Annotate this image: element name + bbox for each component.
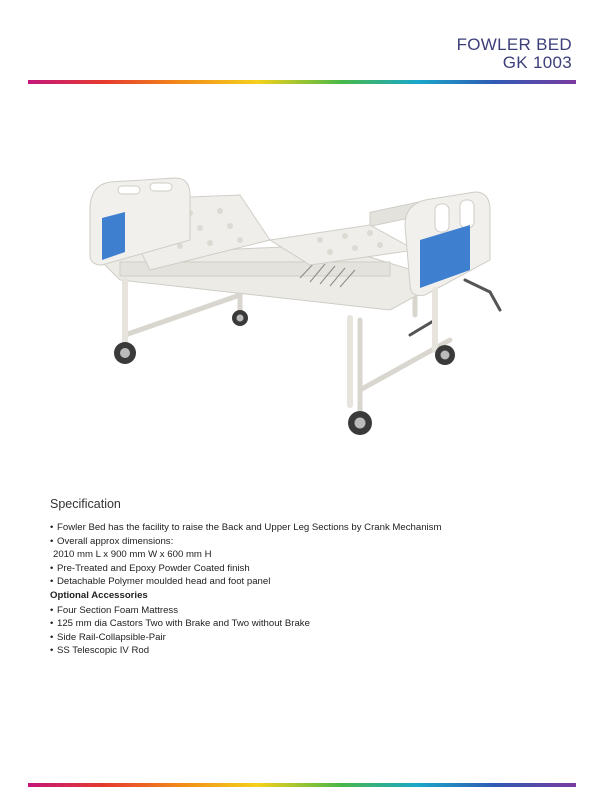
specification-list	[50, 521, 570, 588]
spec-item-continuation: 2010 mm L x 900 mm W x 600 mm H	[53, 549, 212, 561]
spec-item: • Fowler Bed has the facility to raise the Back and Upper Leg Sections by Crank Mechanism	[50, 522, 442, 534]
optional-accessories-list	[50, 604, 570, 658]
accessory-item: • 125 mm dia Castors Two with Brake and Two without Brake	[50, 618, 310, 630]
accessory-item: • Four Section Foam Mattress	[50, 604, 179, 616]
product-model: GK 1003	[502, 53, 572, 72]
product-title-line1: FOWLER BED	[456, 35, 572, 54]
specification-section	[50, 498, 570, 657]
spec-item: • Detachable Polymer moulded head and foot panel	[50, 576, 271, 588]
product-title	[457, 36, 572, 72]
accessory-item: • SS Telescopic IV Rod	[50, 645, 150, 657]
spec-item: • Overall approx dimensions: 2010 mm L x 900 mm W x 600 mm H	[50, 535, 570, 562]
top-rainbow-divider	[28, 80, 576, 84]
fowler-bed-image	[80, 170, 530, 450]
specification-heading: Specification	[50, 497, 121, 511]
optional-accessories-heading: Optional Accessories	[50, 590, 148, 602]
bottom-rainbow-divider	[28, 783, 576, 787]
accessory-item: • Side Rail-Collapsible-Pair	[50, 631, 166, 643]
spec-item: • Pre-Treated and Epoxy Powder Coated finish	[50, 562, 250, 574]
